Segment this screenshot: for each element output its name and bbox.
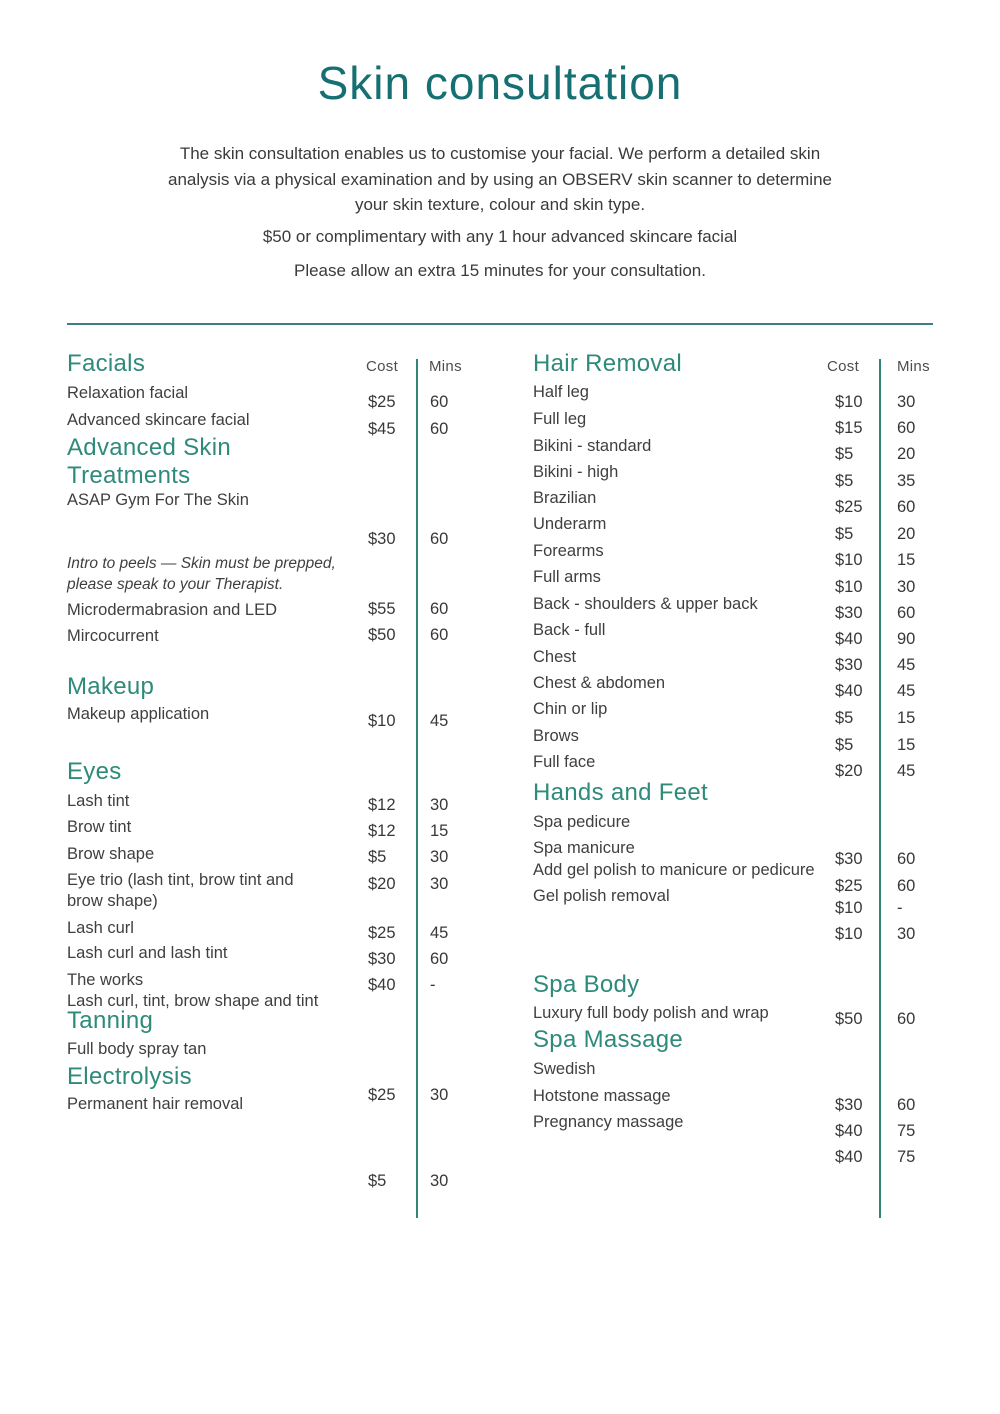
price-cost: $5 <box>835 472 854 490</box>
price-mins: 45 <box>897 762 916 780</box>
price-row <box>835 604 915 623</box>
menu-item: The works <box>67 971 144 989</box>
price-cost: $40 <box>368 976 396 994</box>
price-row <box>835 762 915 781</box>
price-row <box>835 419 915 438</box>
menu-item: Forearms <box>533 542 604 560</box>
menu-item: Full leg <box>533 410 587 428</box>
menu-item: Brows <box>533 727 579 745</box>
price-cost: $10 <box>835 578 863 596</box>
intro-paragraph: The skin consultation enables us to customise your facial. We perform a detailed skin analysis via a physical examination and by using an OBSERV skin scanner to determine your skin texture, colour and skin type. <box>168 144 832 214</box>
price-mins: 30 <box>430 1172 449 1190</box>
price-mins: 60 <box>430 420 449 438</box>
menu-item: Eye trio (lash tint, brow tint and brow shape) <box>67 871 294 910</box>
price-row <box>368 1172 448 1191</box>
price-note: $50 or complimentary with any 1 hour advanced skincare facial <box>262 227 738 246</box>
price-row <box>368 950 448 969</box>
menu-item: Hotstone massage <box>533 1087 671 1105</box>
price-cost: $30 <box>368 530 396 548</box>
menu-item: Spa pedicure <box>533 813 631 831</box>
right-cost-header: Cost <box>827 358 860 375</box>
menu-item: Underarm <box>533 515 607 533</box>
price-mins: 90 <box>897 630 916 648</box>
menu-item: Chin or lip <box>533 700 608 718</box>
left-mins-header: Mins <box>429 358 462 375</box>
price-cost: $30 <box>835 1096 863 1114</box>
price-row <box>835 1122 915 1141</box>
price-cost: $25 <box>835 877 863 895</box>
price-row <box>368 848 448 867</box>
price-cost: $12 <box>368 796 396 814</box>
price-row <box>368 875 448 894</box>
menu-item-subtext: Lash curl, tint, brow shape and tint <box>67 992 319 1010</box>
price-mins: 60 <box>430 626 449 644</box>
price-mins: 30 <box>897 393 916 411</box>
price-mins: 45 <box>430 924 449 942</box>
price-row <box>835 899 903 918</box>
price-mins: 45 <box>897 656 916 674</box>
price-row <box>835 925 915 944</box>
menu-item: Swedish <box>533 1060 596 1078</box>
price-row <box>835 393 915 412</box>
menu-item: Brow shape <box>67 845 155 863</box>
price-cost: $55 <box>368 600 396 618</box>
price-cost: $12 <box>368 822 396 840</box>
price-mins: 15 <box>897 551 916 569</box>
menu-item: Brow tint <box>67 818 132 836</box>
price-cost: $30 <box>835 850 863 868</box>
page-title: Skin consultation <box>317 57 683 109</box>
price-row <box>835 551 915 570</box>
price-cost: $5 <box>835 736 854 754</box>
menu-item: ASAP Gym For The Skin <box>67 491 249 509</box>
price-row <box>368 712 448 731</box>
menu-item: Microdermabrasion and LED <box>67 601 278 619</box>
section-heading-tanning: Tanning <box>67 1007 154 1034</box>
menu-item: Mircocurrent <box>67 627 159 645</box>
price-cost: $25 <box>368 393 396 411</box>
price-cost: $20 <box>835 762 863 780</box>
price-mins: 35 <box>897 472 916 490</box>
price-row <box>368 393 448 412</box>
price-mins: 30 <box>430 875 449 893</box>
price-mins: - <box>897 899 903 917</box>
header-divider <box>67 323 933 325</box>
price-mins: 15 <box>430 822 449 840</box>
price-mins: 60 <box>430 950 449 968</box>
price-row <box>368 1086 448 1105</box>
price-row <box>368 796 448 815</box>
price-row <box>368 420 448 439</box>
price-row <box>368 822 448 841</box>
menu-item: Back - full <box>533 621 606 639</box>
price-cost: $5 <box>368 848 387 866</box>
price-cost: $40 <box>835 1122 863 1140</box>
price-row <box>835 1010 915 1029</box>
price-cost: $40 <box>835 1148 863 1166</box>
price-cost: $25 <box>368 924 396 942</box>
price-row <box>835 472 915 491</box>
price-cost: $40 <box>835 630 863 648</box>
price-mins: 60 <box>430 530 449 548</box>
section-heading-spa-body: Spa Body <box>533 971 640 998</box>
section-heading-facials: Facials <box>67 350 146 377</box>
menu-item: Makeup application <box>67 705 210 723</box>
price-mins: 30 <box>430 1086 449 1104</box>
price-row <box>835 656 915 675</box>
price-cost: $10 <box>835 925 863 943</box>
menu-item: Pregnancy massage <box>533 1113 684 1131</box>
price-row <box>835 578 915 597</box>
price-mins: 60 <box>897 604 916 622</box>
price-cost: $10 <box>368 712 396 730</box>
menu-item: Full face <box>533 753 596 771</box>
price-row <box>368 626 448 645</box>
price-mins: 60 <box>430 600 449 618</box>
price-cost: $10 <box>835 393 863 411</box>
price-row <box>368 924 448 943</box>
menu-item: Spa manicure <box>533 839 635 857</box>
price-row <box>835 1096 915 1115</box>
price-row <box>835 630 915 649</box>
price-mins: 30 <box>897 925 916 943</box>
menu-item: Chest & abdomen <box>533 674 666 692</box>
price-cost: $5 <box>368 1172 387 1190</box>
price-mins: 60 <box>897 419 916 437</box>
price-row <box>835 445 915 464</box>
price-cost: $15 <box>835 419 863 437</box>
menu-item: Brazilian <box>533 489 597 507</box>
price-row <box>835 709 915 728</box>
price-row <box>835 498 915 517</box>
price-row <box>835 877 915 896</box>
menu-item: Advanced skincare facial <box>67 411 250 429</box>
price-mins: 20 <box>897 445 916 463</box>
section-heading-makeup: Makeup <box>67 673 155 700</box>
price-cost: $30 <box>835 604 863 622</box>
section-heading-spa-massage: Spa Massage <box>533 1026 684 1053</box>
price-mins: 60 <box>430 393 449 411</box>
price-row <box>835 850 915 869</box>
price-cost: $5 <box>835 525 854 543</box>
price-row <box>368 600 448 619</box>
peels-note: Intro to peels — Skin must be prepped, please speak to your Therapist. <box>67 555 336 593</box>
section-heading-advanced-skin-treatments: Advanced Skin Treatments <box>67 434 232 489</box>
menu-item: Luxury full body polish and wrap <box>533 1004 769 1022</box>
price-cost: $5 <box>835 709 854 727</box>
price-mins: 45 <box>897 682 916 700</box>
section-heading-hair-removal: Hair Removal <box>533 350 682 377</box>
left-cost-header: Cost <box>366 358 399 375</box>
price-cost: $5 <box>835 445 854 463</box>
section-heading-eyes: Eyes <box>67 758 122 785</box>
price-mins: 60 <box>897 1010 916 1028</box>
menu-item: Bikini - high <box>533 463 619 481</box>
menu-item: Relaxation facial <box>67 384 189 402</box>
price-cost: $30 <box>368 950 396 968</box>
price-row <box>835 1148 915 1167</box>
menu-item: Full body spray tan <box>67 1040 207 1058</box>
price-row <box>835 736 915 755</box>
price-row <box>368 530 448 549</box>
price-cost: $10 <box>835 899 863 917</box>
price-mins: 15 <box>897 736 916 754</box>
price-row <box>835 525 915 544</box>
menu-item: Back - shoulders & upper back <box>533 595 758 613</box>
price-cost: $10 <box>835 551 863 569</box>
price-mins: 30 <box>430 796 449 814</box>
price-cost: $40 <box>835 682 863 700</box>
price-mins: 75 <box>897 1122 916 1140</box>
menu-item: Chest <box>533 648 577 666</box>
price-mins: 75 <box>897 1148 916 1166</box>
price-cost: $25 <box>368 1086 396 1104</box>
section-heading-electrolysis: Electrolysis <box>67 1063 192 1090</box>
menu-item: Lash curl and lash tint <box>67 944 228 962</box>
menu-item: Full arms <box>533 568 601 586</box>
price-cost: $45 <box>368 420 396 438</box>
price-mins: 60 <box>897 850 916 868</box>
menu-item: Half leg <box>533 383 589 401</box>
price-cost: $20 <box>368 875 396 893</box>
price-mins: 45 <box>430 712 449 730</box>
menu-item: Permanent hair removal <box>67 1095 244 1113</box>
section-heading-hands-and-feet: Hands and Feet <box>533 779 708 806</box>
price-mins: - <box>430 976 436 994</box>
menu-item: Add gel polish to manicure or pedicure <box>533 861 815 879</box>
menu-item: Gel polish removal <box>533 887 670 905</box>
price-mins: 60 <box>897 877 916 895</box>
price-cost: $50 <box>835 1010 863 1028</box>
price-cost: $30 <box>835 656 863 674</box>
price-mins: 60 <box>897 498 916 516</box>
price-cost: $50 <box>368 626 396 644</box>
price-mins: 60 <box>897 1096 916 1114</box>
menu-item: Lash curl <box>67 919 134 937</box>
price-mins: 30 <box>897 578 916 596</box>
menu-item: Lash tint <box>67 792 130 810</box>
price-mins: 30 <box>430 848 449 866</box>
price-mins: 20 <box>897 525 916 543</box>
price-row <box>835 682 915 701</box>
menu-item: Bikini - standard <box>533 437 652 455</box>
price-cost: $25 <box>835 498 863 516</box>
price-row <box>368 976 436 995</box>
time-note: Please allow an extra 15 minutes for your consultation. <box>293 261 706 280</box>
price-mins: 15 <box>897 709 916 727</box>
right-mins-header: Mins <box>897 358 930 375</box>
